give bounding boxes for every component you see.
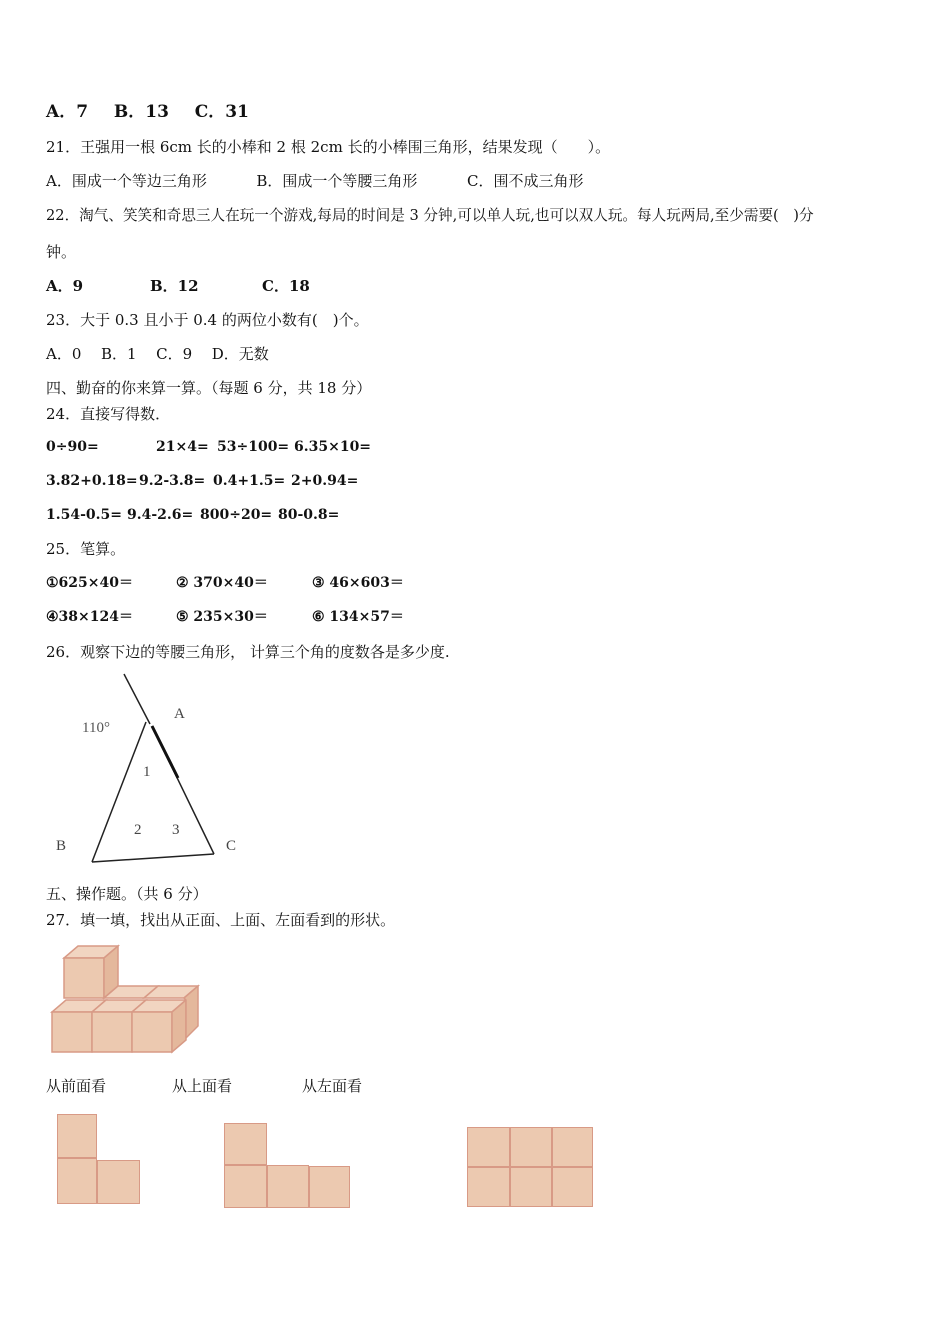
q24-stem: 24．直接写得数． [46,405,171,423]
vertex-a: A [174,706,185,722]
q21-stem: 21．王强用一根 6cm 长的小棒和 2 根 2cm 长的小棒围三角形，结果发现（ ）。 [46,138,611,156]
left-view-square [467,1127,510,1167]
q24-item: 2+0.94= [291,473,359,489]
front-view-square [97,1160,140,1204]
q24-row [46,505,339,525]
q24-item: 9.4-2.6= [127,507,194,523]
q20-option-c: C．31 [194,102,249,122]
q24-item: 0÷90= [46,439,99,455]
left-view-square [552,1167,593,1207]
q20-option-a: A．7 [46,102,89,122]
q24-row [46,437,371,457]
q24-item: 800÷20= [200,507,273,523]
view-label-top: 从上面看 [172,1077,233,1095]
q25-item: ④38×124＝ [46,609,133,625]
q24-item: 1.54-0.5= [46,507,122,523]
view-labels [46,1076,362,1096]
top-view-square [309,1166,350,1208]
vertex-b: B [56,838,67,854]
q25-item: ⑤ 235×30＝ [176,609,268,625]
section-5-heading: 五、操作题。（共 6 分） [46,885,208,903]
q25-stem: 25．笔算。 [46,540,126,558]
front-view-square [57,1158,97,1204]
angle-3: 3 [172,822,180,838]
top-view-square [224,1123,267,1165]
q25-item: ③ 46×603＝ [312,575,404,591]
q22-stem-line2: 钟。 [46,243,77,261]
q23-options [46,344,269,364]
q21-option-c: C．围不成三角形 [467,172,584,190]
angle-label-110: 110° [82,720,110,736]
q22-option-b: B．12 [150,277,199,295]
q24-item: 6.35×10= [294,439,372,455]
side-bc [92,854,214,862]
top-view-square [267,1165,309,1208]
q21-options [46,171,583,191]
q23-option-c: C．9 [156,345,193,363]
q23-option-b: B．1 [100,345,137,363]
left-view-square [467,1167,510,1207]
side-ab [92,722,146,862]
q24-row [46,471,358,491]
left-view-square [552,1127,593,1167]
q24-item: 53÷100= [217,439,290,455]
q24-item: 9.2-3.8= [139,473,206,489]
angle-2: 2 [134,822,142,838]
vertex-c: C [226,838,237,854]
q20-option-b: B．13 [113,102,169,122]
q20-options [46,102,249,122]
q23-option-a: A．0 [46,345,82,363]
q25-row [46,573,404,593]
q25-row [46,607,404,627]
q24-item: 3.82+0.18= [46,473,138,489]
front-view-square [57,1114,97,1158]
q24-item: 0.4+1.5= [213,473,286,489]
q27-stem: 27．填一填，找出从正面、上面、左面看到的形状。 [46,911,396,929]
q26-stem: 26．观察下边的等腰三角形， 计算三个角的度数各是多少度. [46,643,450,661]
extension-line [124,674,150,724]
left-view-square [510,1167,552,1207]
q24-item: 80-0.8= [278,507,340,523]
angle-1: 1 [143,764,151,780]
side-ac-thick [152,726,178,778]
view-label-left: 从左面看 [302,1077,363,1095]
q24-item: 21×4= [156,439,209,455]
section-4-heading: 四、勤奋的你来算一算。（每题 6 分，共 18 分） [46,379,372,397]
cube-stack-figure [48,942,208,1058]
q22-options [46,276,310,296]
q25-item: ①625×40＝ [46,575,133,591]
isosceles-triangle-figure [46,668,256,868]
q21-option-b: B．围成一个等腰三角形 [256,172,418,190]
top-view-square [224,1165,267,1208]
q25-item: ② 370×40＝ [176,575,268,591]
q21-option-a: A．围成一个等边三角形 [46,172,207,190]
q22-option-c: C．18 [262,277,310,295]
q23-stem: 23．大于 0.3 且小于 0.4 的两位小数有( )个。 [46,311,369,329]
q22-stem-line1: 22．淘气、笑笑和奇思三人在玩一个游戏,每局的时间是 3 分钟,可以单人玩,也可以双人玩。每人玩两局,至少需要( )分 [46,207,814,224]
q22-option-a: A．9 [46,277,84,295]
q23-option-d: D．无数 [211,345,269,363]
q25-item: ⑥ 134×57＝ [312,609,404,625]
view-label-front: 从前面看 [46,1077,107,1095]
left-view-square [510,1127,552,1167]
